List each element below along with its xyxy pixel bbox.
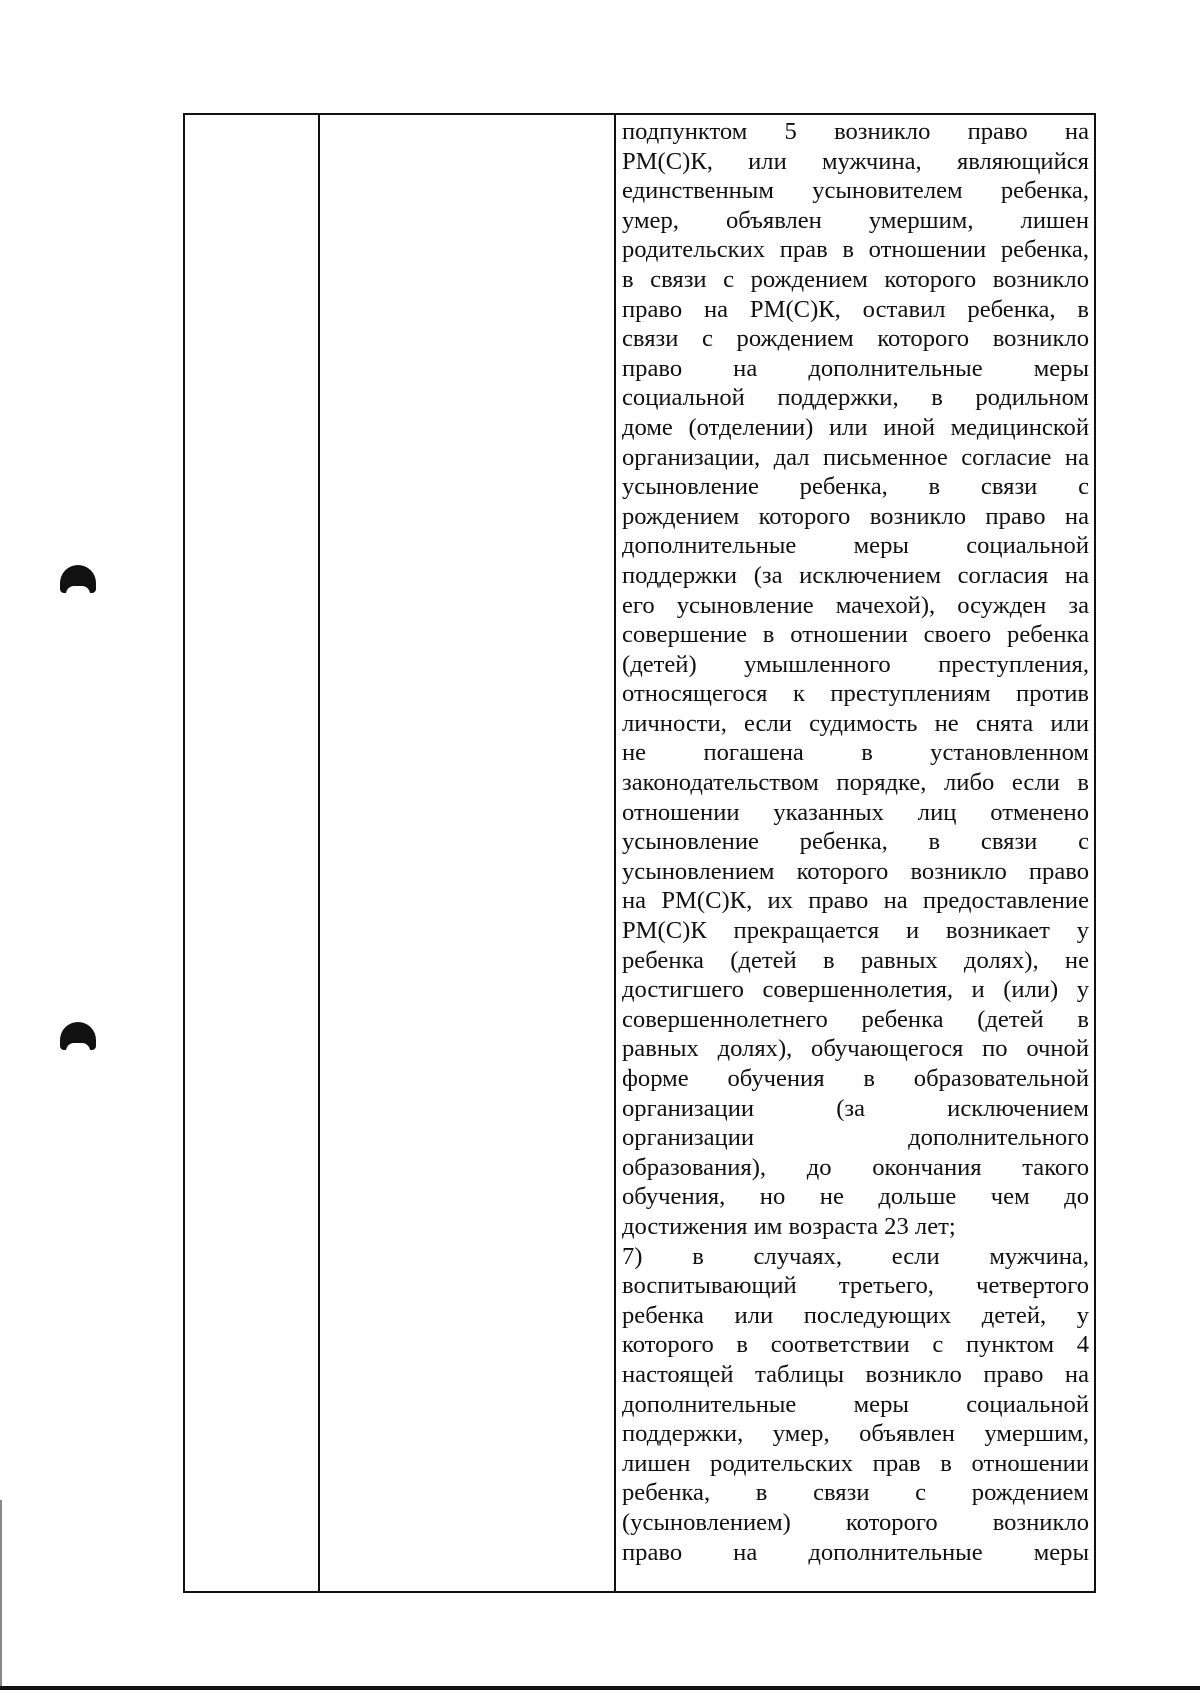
text-line: дополнительные меры социальной	[622, 1390, 1089, 1418]
text-line: образования), до окончания такого	[622, 1153, 1089, 1181]
text-line: совершеннолетнего ребенка (детей в	[622, 1005, 1089, 1033]
text-line: настоящей таблицы возникло право на	[622, 1360, 1089, 1388]
text-line: равных долях), обучающегося по очной	[622, 1035, 1089, 1063]
text-line: отношении указанных лиц отменено	[622, 798, 1089, 826]
text-line: усыновление ребенка, в связи с	[622, 828, 1089, 856]
scan-edge-mark	[0, 1500, 2, 1690]
column-divider-2	[614, 115, 616, 1591]
text-line: организации дополнительного	[622, 1124, 1089, 1152]
text-line: родительских прав в отношении ребенка,	[622, 236, 1089, 264]
text-line: поддержки (за исключением согласия на	[622, 561, 1089, 589]
text-line: ребенка или последующих детей, у	[622, 1301, 1089, 1329]
text-line: законодательством порядке, либо если в	[622, 769, 1089, 797]
column-divider-1	[318, 115, 320, 1591]
text-line: относящегося к преступлениям против	[622, 680, 1089, 708]
binder-hole-mark-bottom	[60, 1022, 96, 1050]
binder-hole-mark-top	[60, 565, 96, 593]
text-line: совершение в отношении своего ребенка	[622, 621, 1089, 649]
text-line: не погашена в установленном	[622, 739, 1089, 767]
text-line: организации, дал письменное согласие на	[622, 443, 1089, 471]
text-line: ребенка (детей в равных долях), не	[622, 946, 1089, 974]
text-line: личности, если судимость не снята или	[622, 709, 1089, 737]
text-line: (детей) умышленного преступления,	[622, 650, 1089, 678]
text-line: форме обучения в образовательной	[622, 1065, 1089, 1092]
text-line: (усыновлением) которого возникло	[622, 1508, 1089, 1536]
text-line: дополнительные меры социальной	[622, 532, 1089, 560]
text-line: РМ(С)К прекращается и возникает у	[622, 917, 1089, 945]
text-line: РМ(С)К, или мужчина, являющийся	[622, 147, 1089, 175]
text-line: подпунктом 5 возникло право на	[622, 118, 1089, 145]
document-table	[183, 113, 1096, 1593]
text-line: рождением которого возникло право на	[622, 502, 1089, 530]
text-line: усыновление ребенка, в связи с	[622, 473, 1089, 501]
text-line: поддержки, умер, объявлен умершим,	[622, 1420, 1089, 1448]
text-line: воспитывающий третьего, четвертого	[622, 1272, 1089, 1300]
text-line: достигшего совершеннолетия, и (или) у	[622, 976, 1089, 1004]
text-line: право на РМ(С)К, оставил ребенка, в	[622, 295, 1089, 323]
text-line: лишен родительских прав в отношении	[622, 1449, 1089, 1477]
text-line: в связи с рождением которого возникло	[622, 265, 1089, 293]
text-line: организации (за исключением	[622, 1094, 1089, 1122]
text-line: доме (отделении) или иной медицинской	[622, 413, 1089, 441]
text-line: на РМ(С)К, их право на предоставление	[622, 887, 1089, 915]
text-line: 7) в случаях, если мужчина,	[622, 1242, 1089, 1270]
text-line: обучения, но не дольше чем до	[622, 1183, 1089, 1211]
text-line: которого в соответствии с пунктом 4	[622, 1331, 1089, 1359]
text-line: умер, объявлен умершим, лишен	[622, 206, 1089, 234]
text-line: его усыновление мачехой), осужден за	[622, 591, 1089, 619]
text-line: усыновлением которого возникло право	[622, 857, 1089, 885]
text-line: связи с рождением которого возникло	[622, 325, 1089, 353]
table-cell-text	[622, 117, 1089, 1567]
text-line: право на дополнительные меры	[622, 1538, 1089, 1566]
bottom-scan-border	[0, 1686, 1200, 1690]
text-line: достижения им возраста 23 лет;	[622, 1212, 956, 1240]
text-line: социальной поддержки, в родильном	[622, 384, 1089, 412]
text-line: ребенка, в связи с рождением	[622, 1479, 1089, 1507]
text-line: единственным усыновителем ребенка,	[622, 177, 1089, 205]
text-line: право на дополнительные меры	[622, 354, 1089, 382]
